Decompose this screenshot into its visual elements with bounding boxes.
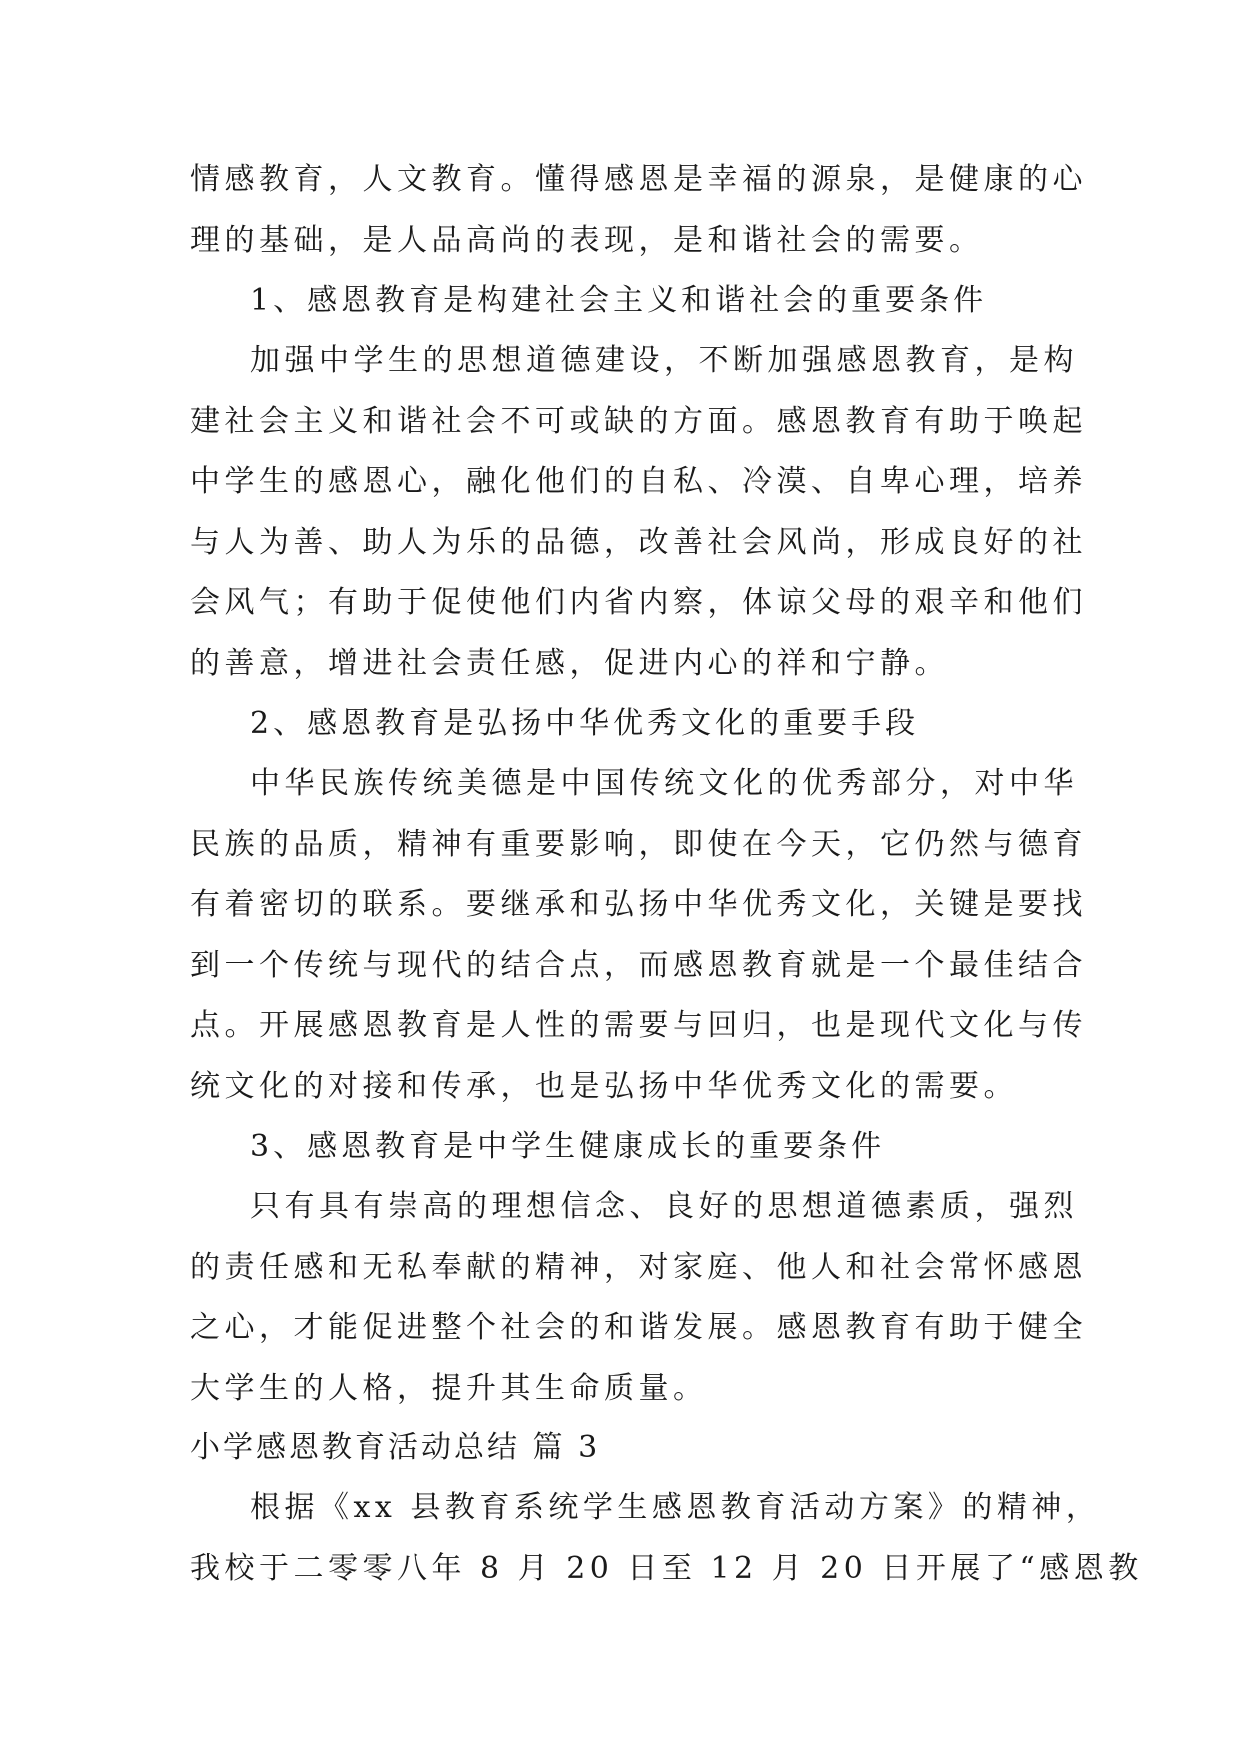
text-line: 的责任感和无私奉献的精神，对家庭、他人和社会常怀感恩 bbox=[190, 1249, 1087, 1285]
paragraph bbox=[190, 150, 1087, 271]
text-line: 民族的品质，精神有重要影响，即使在今天，它仍然与德育 bbox=[190, 826, 1087, 862]
paragraph bbox=[190, 1478, 1143, 1599]
text-line: 点。开展感恩教育是人性的需要与回归，也是现代文化与传 bbox=[190, 1008, 1087, 1043]
text-line: 大学生的人格，提升其生命质量。 bbox=[190, 1370, 708, 1406]
paragraph bbox=[190, 331, 1087, 694]
text-line: 之心，才能促进整个社会的和谐发展。感恩教育有助于健全 bbox=[190, 1310, 1087, 1345]
text-line: 统文化的对接和传承，也是弘扬中华优秀文化的需要。 bbox=[190, 1068, 1018, 1104]
text-line: 有着密切的联系。要继承和弘扬中华优秀文化，关键是要找 bbox=[190, 887, 1087, 922]
article-title: 小学感恩教育活动总结 篇 3 bbox=[190, 1430, 601, 1465]
text-line: 中学生的感恩心，融化他们的自私、冷漠、自卑心理，培养 bbox=[190, 464, 1087, 499]
text-line: 到一个传统与现代的结合点，而感恩教育就是一个最佳结合 bbox=[190, 947, 1087, 983]
text-line: 建社会主义和谐社会不可或缺的方面。感恩教育有助于唤起 bbox=[190, 403, 1087, 439]
text-line: 理的基础，是人品高尚的表现，是和谐社会的需要。 bbox=[190, 222, 984, 258]
section-heading: 3、感恩教育是中学生健康成长的重要条件 bbox=[250, 1129, 886, 1164]
text-line: 根据《xx 县教育系统学生感恩教育活动方案》的精神， bbox=[250, 1490, 1101, 1525]
text-line: 加强中学生的思想道德建设，不断加强感恩教育，是构 bbox=[250, 343, 1078, 378]
text-line: 情感教育，人文教育。懂得感恩是幸福的源泉，是健康的心 bbox=[190, 162, 1087, 197]
section-heading: 2、感恩教育是弘扬中华优秀文化的重要手段 bbox=[250, 706, 920, 741]
text-line: 只有具有崇高的理想信念、良好的思想道德素质，强烈 bbox=[250, 1189, 1078, 1224]
text-line: 我校于二零零八年 8 月 20 日至 12 月 20 日开展了“感恩教 bbox=[190, 1550, 1143, 1586]
text-line: 的善意，增进社会责任感，促进内心的祥和宁静。 bbox=[190, 645, 949, 681]
section-heading: 1、感恩教育是构建社会主义和谐社会的重要条件 bbox=[250, 283, 988, 318]
paragraph bbox=[190, 754, 1087, 1117]
text-line: 与人为善、助人为乐的品德，改善社会风尚，形成良好的社 bbox=[190, 524, 1087, 560]
text-line: 会风气；有助于促使他们内省内察，体谅父母的艰辛和他们 bbox=[190, 585, 1087, 620]
paragraph bbox=[190, 1177, 1087, 1419]
text-line: 中华民族传统美德是中国传统文化的优秀部分，对中华 bbox=[250, 766, 1078, 801]
